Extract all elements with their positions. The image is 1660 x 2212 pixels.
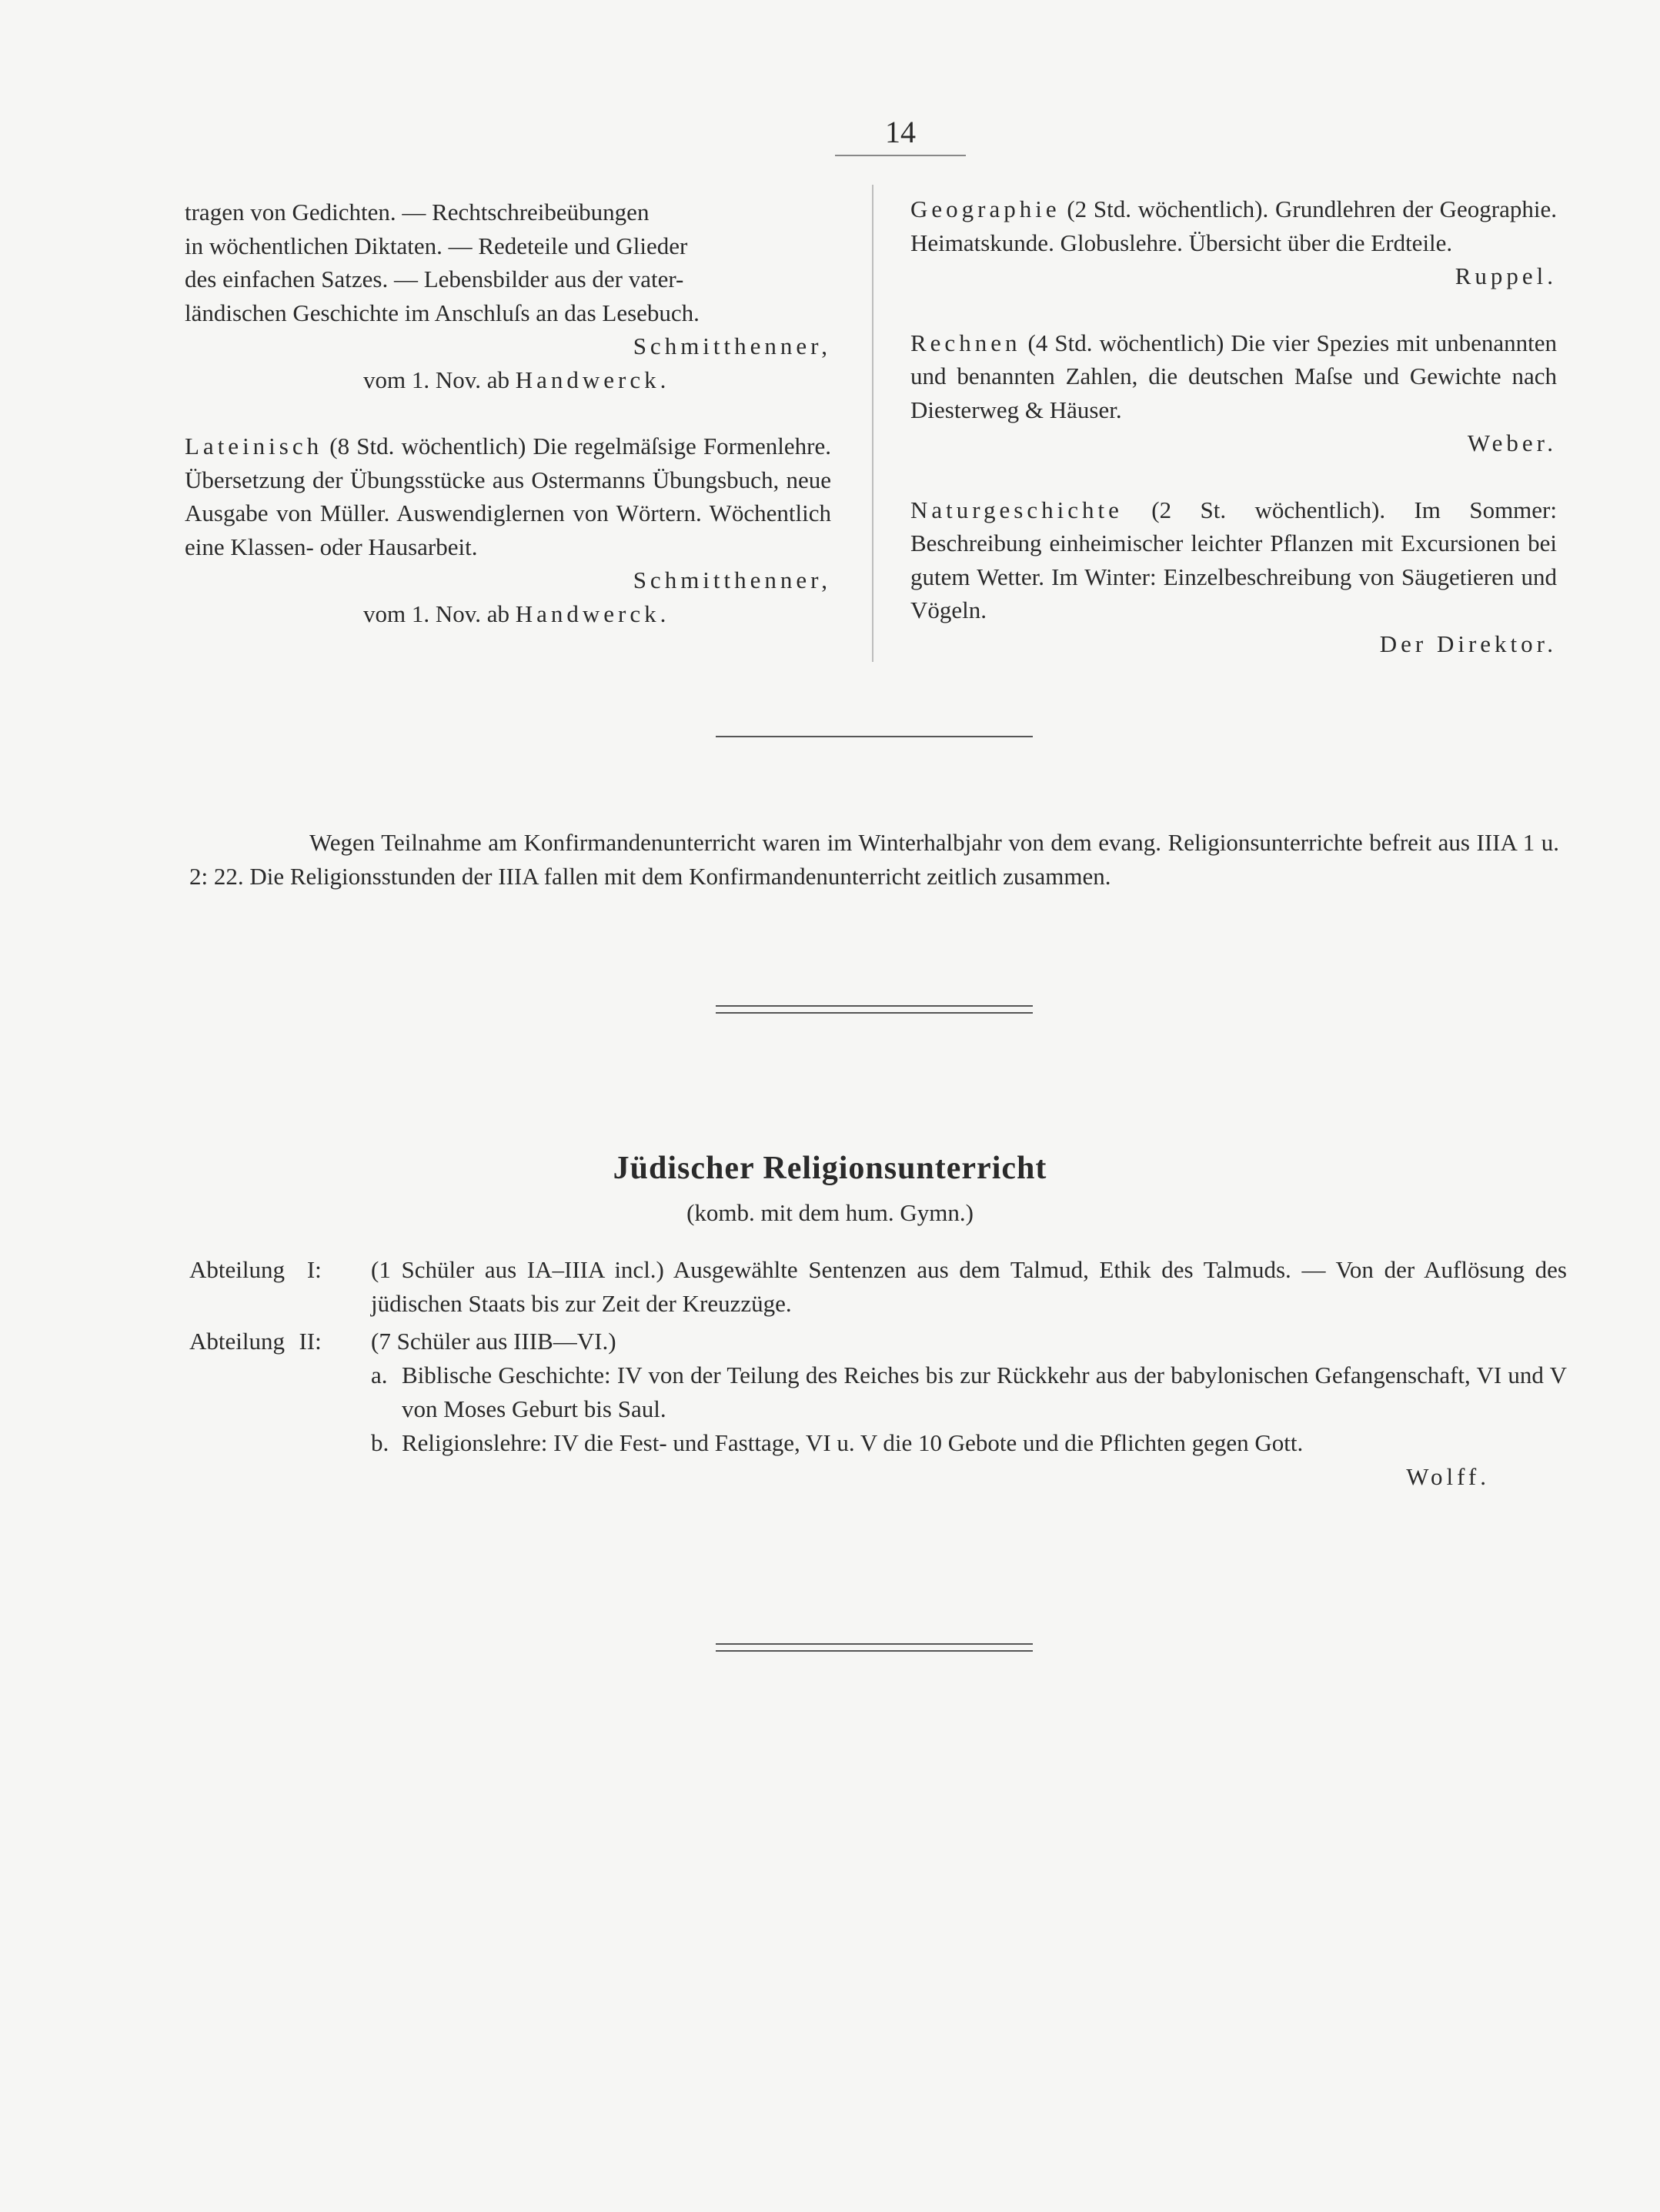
teacher-signature: Wolff. <box>1406 1463 1490 1490</box>
department-number: II: <box>299 1328 322 1355</box>
subject-description: Die regelmäſsige Formenlehre. Übersetzung der Übungsstücke aus Ostermanns Übungsbuch, neue Ausgabe von Müller. Auswendiglernen von Wörtern. Wöchentlich eine Klassen- oder Hausarbeit. <box>185 433 831 560</box>
list-item <box>371 1426 1567 1460</box>
signature-prefix: vom 1. Nov. ab <box>363 600 509 627</box>
department-row <box>189 1325 1567 1494</box>
subject-name: Geographie <box>910 195 1060 222</box>
text-line: tragen von Gedichten. — Rechtschreibeübungen <box>185 199 650 226</box>
list-item-text: Religionslehre: IV die Fest- und Fasttage, VI u. V die 10 Gebote und die Pflichten gegen Gott. <box>402 1429 1304 1456</box>
text-line: des einfachen Satzes. — Lebensbilder aus der vater- <box>185 266 684 292</box>
paragraph-naturgeschichte <box>910 493 1557 661</box>
subject-description: Die vier Spezies mit unbenannten und benannten Zahlen, die deutschen Maſse und Gewichte nach Diesterweg & Häuser. <box>910 329 1557 423</box>
teacher-name: Handwerck. <box>515 366 670 393</box>
subject-description: Im Sommer: Beschreibung einheimischer leichter Pflanzen mit Excursionen bei gutem Wetter. Im Winter: Einzelbeschreibung von Säugetieren und Vögeln. <box>910 496 1557 623</box>
teacher-signature-line <box>185 597 831 631</box>
section-subtitle: (komb. mit dem hum. Gymn.) <box>686 1199 974 1226</box>
page-number: 14 <box>835 114 966 156</box>
column-divider <box>872 185 873 662</box>
section-double-rule <box>716 1643 1033 1652</box>
text-line: in wöchentlichen Diktaten. — Redeteile und Glieder <box>185 232 688 259</box>
list-item-text: Biblische Geschichte: IV von der Teilung des Reiches bis zur Rückkehr aus der babylonischen Gefangenschaft, VI und V von Moses Geburt bis Saul. <box>402 1362 1567 1422</box>
paragraph-geographie <box>910 192 1557 293</box>
left-column <box>185 195 831 630</box>
text-line: ländischen Geschichte im Anschluſs an das Lesebuch. <box>185 299 700 326</box>
teacher-signature: Der Direktor. <box>1379 630 1557 657</box>
subject-hours: (2 Std. wöchentlich). <box>1067 195 1269 222</box>
subject-description: Grundlehren der Geographie. Heimatskunde. Globuslehre. Übersicht über die Erdteile. <box>910 195 1558 256</box>
teacher-signature: Schmitthenner, <box>633 332 831 359</box>
department-two <box>189 1325 1567 1494</box>
section-rule <box>716 736 1033 737</box>
teacher-signature-line <box>185 363 831 397</box>
list-item <box>371 1358 1567 1426</box>
department-description: (1 Schüler aus IA–IIIA incl.) Ausgewählte Sentenzen aus dem Talmud, Ethik des Talmuds. — Von der Auflösung des jüdischen Staats bis zur Zeit der Kreuzzüge. <box>371 1256 1567 1317</box>
paragraph-deutsch-continuation <box>185 195 831 396</box>
teacher-signature: Ruppel. <box>1455 262 1557 289</box>
department-label <box>189 1325 371 1494</box>
department-label <box>189 1253 371 1321</box>
department-word: Abteilung <box>189 1328 285 1355</box>
department-description <box>371 1325 1567 1494</box>
subject-name: Rechnen <box>910 329 1021 356</box>
department-one <box>189 1253 1567 1321</box>
department-number: I: <box>306 1256 322 1283</box>
paragraph-rechnen <box>910 326 1557 460</box>
department-row <box>189 1253 1567 1321</box>
teacher-signature: Weber. <box>1467 429 1557 456</box>
signature-prefix: vom 1. Nov. ab <box>363 366 509 393</box>
subject-hours: (2 St. wöchentlich). <box>1151 496 1386 523</box>
section-double-rule <box>716 1005 1033 1014</box>
list-marker: b. <box>371 1429 389 1456</box>
teacher-name: Handwerck. <box>515 600 670 627</box>
paragraph-latein <box>185 429 831 630</box>
subject-name: Naturgeschichte <box>910 496 1123 523</box>
right-column <box>910 192 1557 660</box>
subject-hours: (8 Std. wöchentlich) <box>329 433 526 459</box>
section-title: Jüdischer Religionsunterricht <box>613 1151 1047 1186</box>
department-word: Abteilung <box>189 1256 285 1283</box>
subject-name: Lateinisch <box>185 433 323 459</box>
confirmation-note: Wegen Teilnahme am Konfirmandenunterricht waren im Winterhalbjahr von dem evang. Religionsunterrichte befreit aus IIIA 1 u. 2: 22. Die Religionsstunden der IIIA fallen mit dem Konfirmandenunterricht zeitlich zusammen. <box>189 829 1559 890</box>
subject-hours: (4 Std. wöchentlich) <box>1027 329 1224 356</box>
list-marker: a. <box>371 1362 388 1388</box>
teacher-signature: Schmitthenner, <box>633 566 831 593</box>
department-intro: (7 Schüler aus IIIB—VI.) <box>371 1328 616 1355</box>
